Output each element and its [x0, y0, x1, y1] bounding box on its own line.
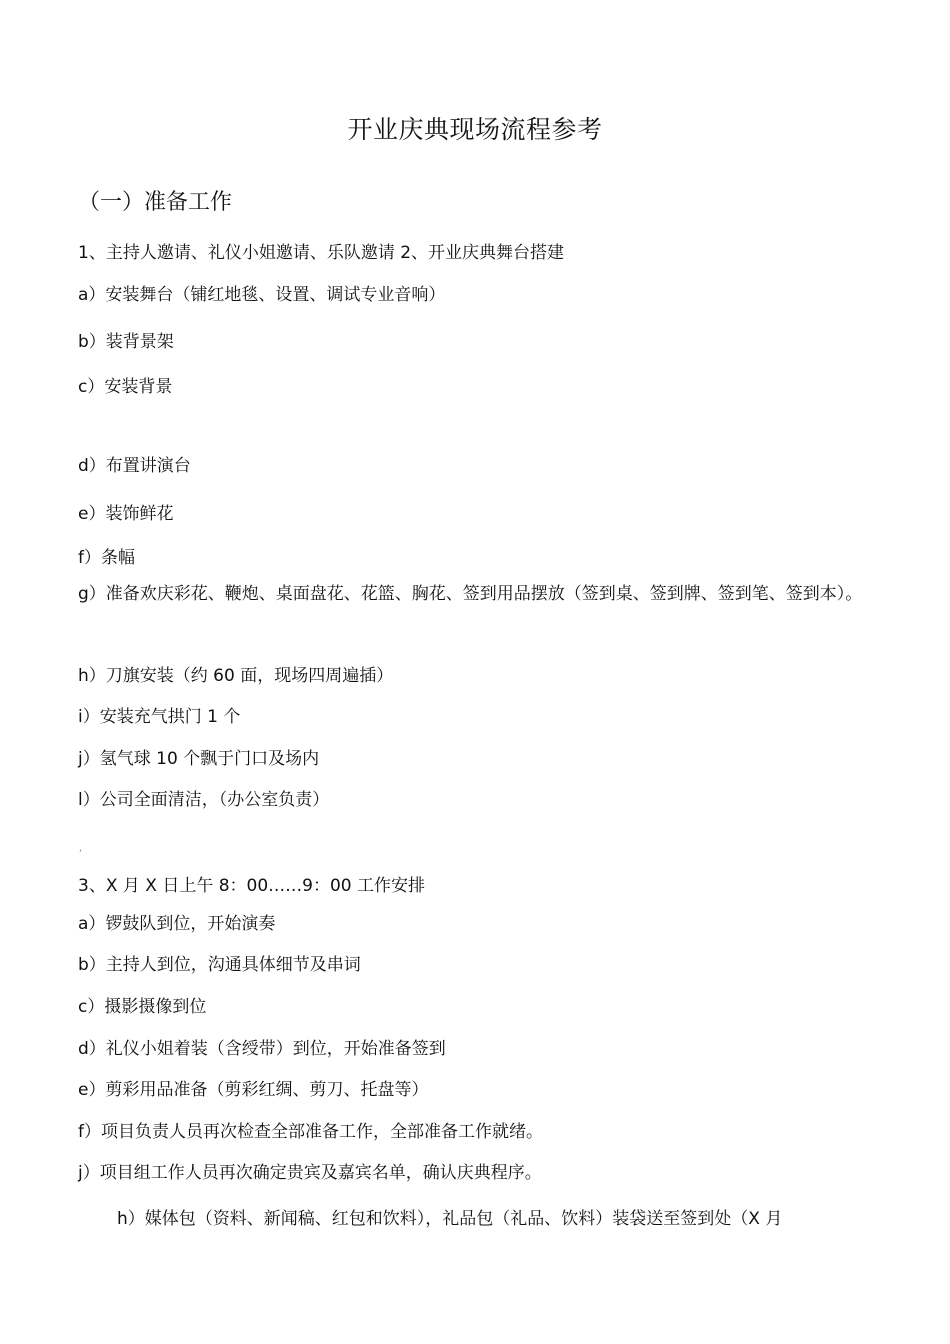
list-item: j）氢气球 10 个飘于门口及场内	[78, 749, 320, 769]
list-item: e）装饰鲜花	[78, 504, 174, 524]
list-item: l）公司全面清洁，（办公室负责）	[78, 790, 330, 810]
list-item: b）主持人到位，沟通具体细节及串词	[78, 955, 361, 975]
list-item: h）媒体包（资料、新闻稿、红包和饮料），礼品包（礼品、饮料）装袋送至签到处（X 月	[117, 1209, 783, 1229]
paragraph-line: 3、X 月 X 日上午 8：00……9：00 工作安排	[78, 876, 426, 896]
list-item: e）剪彩用品准备（剪彩红绸、剪刀、托盘等）	[78, 1080, 429, 1100]
list-item: f）条幅	[78, 548, 135, 568]
list-item: f）项目负责人员再次检查全部准备工作，全部准备工作就绪。	[78, 1122, 543, 1142]
list-item: b）装背景架	[78, 332, 174, 352]
list-item: h）刀旗安装（约 60 面，现场四周遍插）	[78, 666, 394, 686]
list-item: c）安装背景	[78, 377, 173, 397]
list-item: j）项目组工作人员再次确定贵宾及嘉宾名单，确认庆典程序。	[78, 1163, 542, 1183]
list-item: c）摄影摄像到位	[78, 997, 207, 1017]
list-item: d）布置讲演台	[78, 456, 191, 476]
list-item: a）安装舞台（铺红地毯、设置、调试专业音响）	[78, 285, 446, 305]
list-item: a）锣鼓队到位，开始演奏	[78, 914, 276, 934]
section-heading: （一）准备工作	[78, 190, 233, 215]
stray-mark: ‘	[79, 849, 82, 859]
list-item: i）安装充气拱门 1 个	[78, 707, 241, 727]
document-title: 开业庆典现场流程参考	[347, 115, 603, 144]
paragraph-line: 1、主持人邀请、礼仪小姐邀请、乐队邀请 2、开业庆典舞台搭建	[78, 243, 565, 263]
list-item: d）礼仪小姐着装（含绶带）到位，开始准备签到	[78, 1039, 446, 1059]
list-item: g）准备欢庆彩花、鞭炮、桌面盘花、花篮、胸花、签到用品摆放（签到桌、签到牌、签到笔、签到本）。	[78, 584, 863, 604]
